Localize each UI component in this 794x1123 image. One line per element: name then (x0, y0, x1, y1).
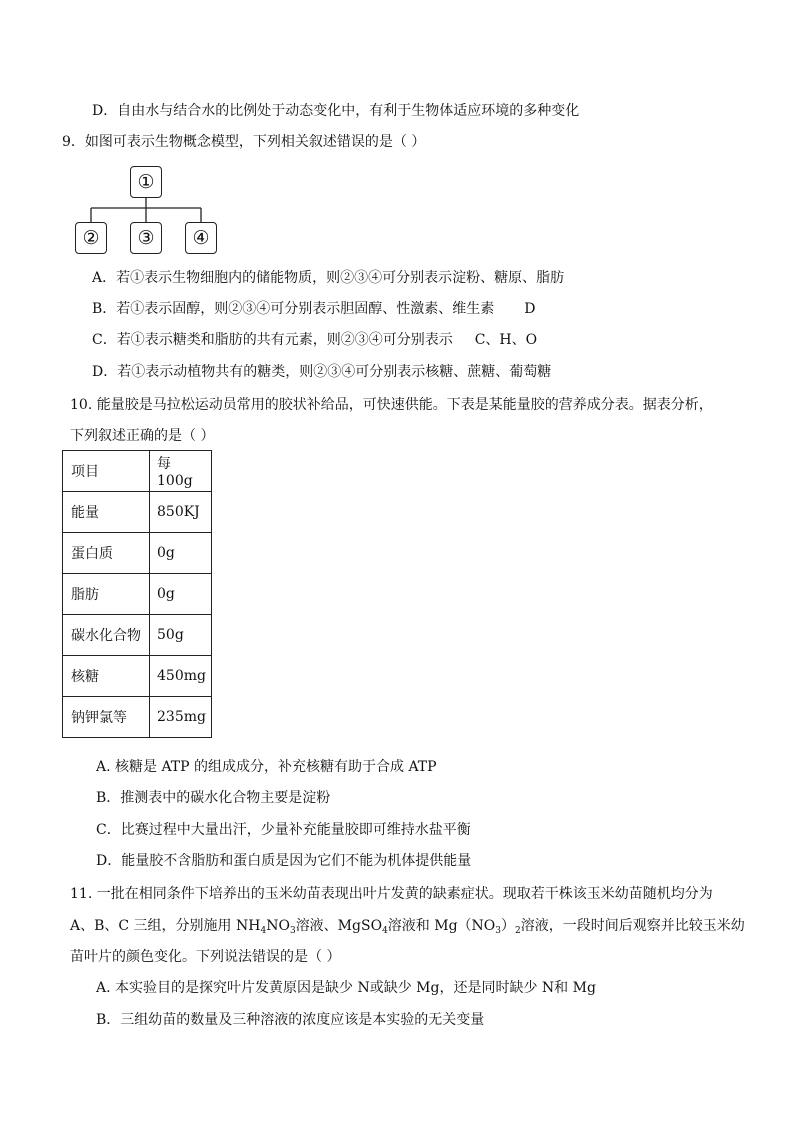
table-cell: 850KJ (150, 492, 212, 533)
q10-stem-line1: 10. 能量胶是马拉松运动员常用的胶状补给品，可快速供能。下表是某能量胶的营养成分表。据表分析， (70, 397, 713, 413)
q11-option-a: A. 本实验目的是探究叶片发黄原因是缺少 N或缺少 Mg，还是同时缺少 N和 Mg (96, 980, 596, 996)
q9-option-c (92, 330, 537, 350)
q8-option-d: D．自由水与结合水的比例处于动态变化中，有利于生物体适应环境的多种变化 (92, 103, 580, 119)
concept-tree-connectors (0, 0, 794, 300)
nutrition-table (62, 450, 212, 738)
q10-option-d: D．能量胶不含脂肪和蛋白质是因为它们不能为机体提供能量 (96, 853, 472, 869)
q11-stem-line1: 11. 一批在相同条件下培养出的玉米幼苗表现出叶片发黄的缺素症状。现取若干株该玉米幼苗随机均分为 (70, 886, 713, 902)
subscript: 4 (382, 926, 388, 936)
table-row (63, 574, 212, 615)
table-cell: 450mg (150, 656, 212, 697)
table-cell: 每 100g (150, 451, 212, 492)
q11-stem-text: A、B、C 三组，分别施用 NH (70, 918, 261, 934)
q11-option-b: B．三组幼苗的数量及三种溶液的浓度应该是本实验的无关变量 (96, 1012, 485, 1028)
q11-stem-line3: 苗叶片的颜色变化。下列说法错误的是（ ） (70, 949, 341, 965)
q11-stem-text: 溶液和 Mg（NO (387, 918, 496, 934)
q11-stem-text: NO (266, 918, 290, 934)
q11-stem-text: 溶液，一段时间后观察并比较玉米幼 (520, 918, 745, 934)
q11-stem-text: 溶液、MgSO (295, 918, 383, 934)
q10-stem-line2: 下列叙述正确的是（ ） (70, 428, 215, 444)
q9-stem: 9．如图可表示生物概念模型，下列相关叙述错误的是（ ） (62, 134, 426, 150)
concept-node-child-3: ④ (185, 222, 217, 254)
q9-option-b-tail: D (524, 301, 536, 317)
table-cell: 50g (150, 615, 212, 656)
table-cell: 能量 (63, 492, 150, 533)
q11-stem-text: ） (501, 918, 516, 934)
table-cell: 脂肪 (63, 574, 150, 615)
concept-node-child-1: ② (75, 222, 107, 254)
table-cell: 235mg (150, 697, 212, 738)
subscript: 4 (260, 926, 267, 936)
concept-node-child-2: ③ (130, 222, 162, 254)
q10-option-b: B．推测表中的碳水化合物主要是淀粉 (96, 790, 331, 806)
table-row (63, 451, 212, 492)
q9-option-c-text: C．若①表示糖类和脂肪的共有元素，则②③④可分别表示 (92, 332, 453, 348)
subscript: 3 (495, 926, 502, 936)
table-row (63, 697, 212, 738)
table-cell: 项目 (63, 451, 150, 492)
subscript: 2 (515, 926, 521, 936)
table-row (63, 615, 212, 656)
table-row (63, 492, 212, 533)
q9-option-b (92, 299, 536, 319)
subscript: 3 (289, 926, 296, 936)
table-cell: 蛋白质 (63, 533, 150, 574)
q10-option-c: C．比赛过程中大量出汗，少量补充能量胶即可维持水盐平衡 (96, 822, 471, 838)
q9-option-d: D．若①表示动植物共有的糖类，则②③④可分别表示核糖、蔗糖、葡萄糖 (92, 364, 552, 380)
table-row (63, 656, 212, 697)
q9-option-b-text: B．若①表示固醇，则②③④可分别表示胆固醇、性激素、维生素 (92, 301, 495, 317)
table-cell: 0g (150, 533, 212, 574)
table-cell: 核糖 (63, 656, 150, 697)
concept-node-top: ① (130, 166, 162, 198)
table-cell: 碳水化合物 (63, 615, 150, 656)
q9-option-a: A．若①表示生物细胞内的储能物质，则②③④可分别表示淀粉、糖原、脂肪 (92, 270, 565, 286)
table-cell: 钠钾氯等 (63, 697, 150, 738)
table-cell: 0g (150, 574, 212, 615)
q9-option-c-tail: C、H、O (474, 332, 538, 348)
table-row (63, 533, 212, 574)
q10-option-a: A. 核糖是 ATP 的组成成分，补充核糖有助于合成 ATP (96, 759, 437, 775)
q11-stem-line2 (70, 916, 745, 936)
